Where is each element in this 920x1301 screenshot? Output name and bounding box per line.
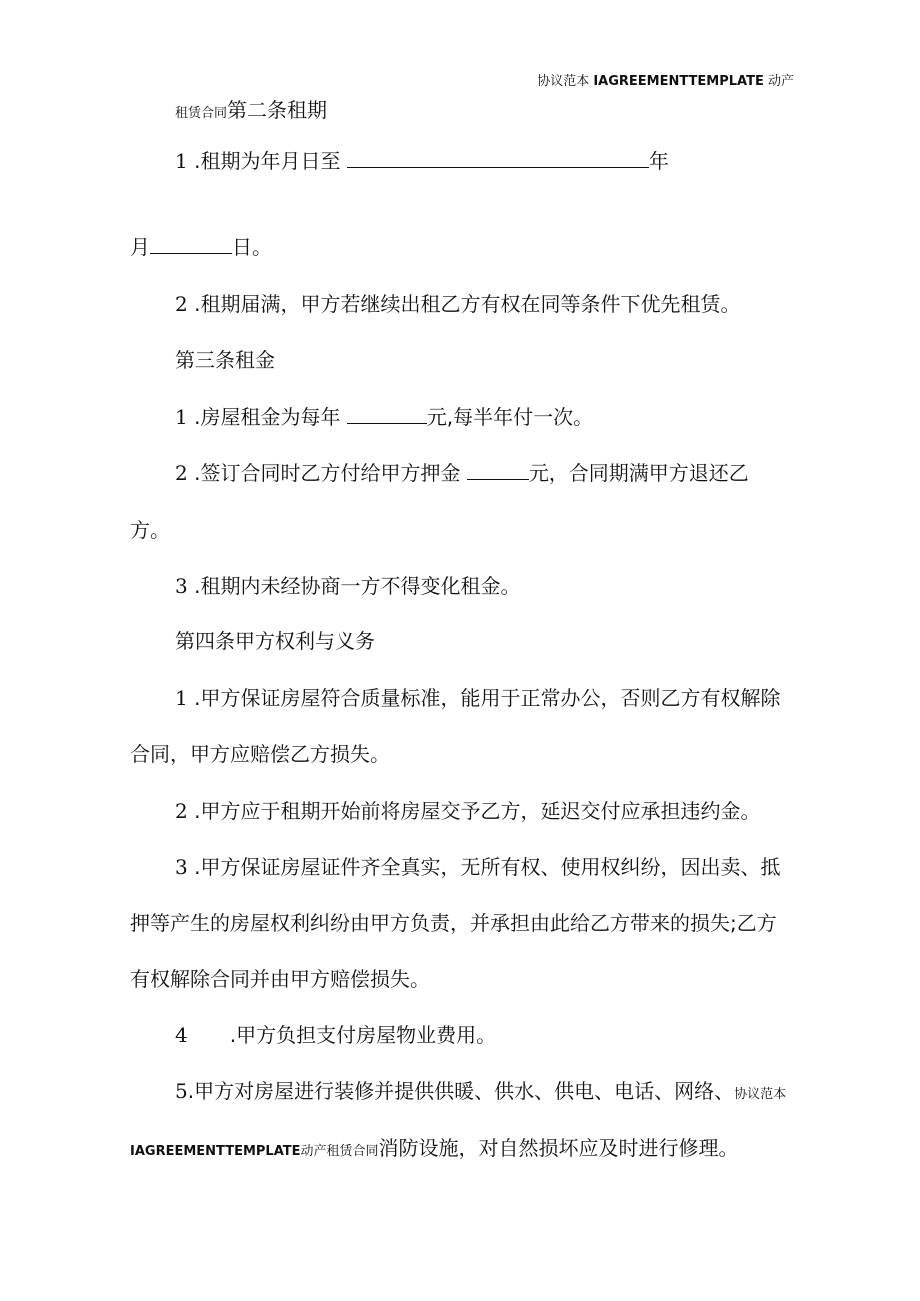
clause-2-2	[175, 290, 740, 318]
clause-text: 消防设施，对自然损坏应及时进行修理。	[378, 1136, 739, 1160]
clause-number: 5	[175, 1079, 188, 1103]
clause-text: 日。	[232, 235, 272, 259]
section-2-title-line	[175, 96, 327, 128]
clause-text: .甲方保证房屋符合质量标准，能用于正常办公，否则乙方有权解除	[194, 686, 781, 710]
clause-3-1	[175, 403, 593, 431]
header-continuation: 租赁合同	[175, 106, 228, 121]
header-cn: 协议范本	[734, 1087, 787, 1102]
header-cn-suffix: 动产	[767, 74, 794, 89]
clause-4-5-cont	[130, 1134, 739, 1166]
clause-2-1	[175, 147, 669, 175]
header-en: IAGREEMENTTEMPLATE	[593, 74, 764, 89]
header-cn: 协议范本	[537, 74, 590, 89]
clause-4-5	[175, 1077, 786, 1109]
clause-4-2	[175, 797, 760, 825]
clause-text: .租期内未经协商一方不得变化租金。	[194, 574, 521, 598]
section-2-title: 第二条租期	[227, 98, 328, 122]
clause-number: 2	[175, 292, 188, 316]
clause-3-2-cont: 方。	[130, 518, 170, 542]
clause-number: 1	[175, 405, 188, 429]
clause-text: .租期届满，甲方若继续出租乙方有权在同等条件下优先租赁。	[194, 292, 741, 316]
blank-field	[467, 459, 529, 480]
clause-text: .签订合同时乙方付给甲方押金	[194, 461, 461, 485]
header-en: IAGREEMENTTEMPLATE	[130, 1144, 301, 1159]
clause-4-4	[175, 1021, 496, 1049]
clause-text: 元，合同期满甲方退还乙	[528, 461, 749, 485]
header-cn-suffix: 动产	[300, 1144, 327, 1159]
clause-4-3-cont2: 有权解除合同并由甲方赔偿损失。	[130, 967, 430, 991]
blank-field	[347, 403, 427, 424]
clause-number: 3	[175, 574, 188, 598]
clause-number: 2	[175, 799, 188, 823]
clause-number: 1	[175, 686, 188, 710]
header-continuation: 租赁合同	[326, 1144, 379, 1159]
clause-2-1-cont	[130, 233, 272, 261]
clause-number: 3	[175, 855, 188, 879]
clause-text: 年	[648, 149, 669, 173]
clause-text: 元,每半年付一次。	[426, 405, 594, 429]
clause-number: 2	[175, 461, 188, 485]
clause-3-2	[175, 459, 749, 487]
blank-field	[150, 233, 232, 254]
clause-number: 1	[175, 149, 188, 173]
clause-text: .甲方负担支付房屋物业费用。	[229, 1023, 497, 1047]
section-4-title: 第四条甲方权利与义务	[175, 629, 375, 653]
blank-field	[347, 147, 649, 168]
clause-4-3-cont: 押等产生的房屋权利纠纷由甲方负责，并承担由此给乙方带来的损失;乙方	[130, 911, 777, 935]
clause-4-3	[175, 853, 780, 881]
page-header	[537, 68, 794, 96]
section-3-title: 第三条租金	[175, 348, 275, 372]
clause-text: .甲方应于租期开始前将房屋交予乙方，延迟交付应承担违约金。	[194, 799, 761, 823]
clause-text: 月	[130, 235, 150, 259]
clause-number: 4	[175, 1023, 188, 1047]
clause-text: .甲方保证房屋证件齐全真实，无所有权、使用权纠纷，因出卖、抵	[194, 855, 781, 879]
clause-text: .租期为年月日至	[194, 149, 341, 173]
clause-4-1-cont: 合同，甲方应赔偿乙方损失。	[130, 742, 390, 766]
clause-text: .房屋租金为每年	[194, 405, 341, 429]
clause-text: .甲方对房屋进行装修并提供供暖、供水、供电、电话、网络、	[187, 1079, 735, 1103]
clause-4-1	[175, 684, 780, 712]
clause-3-3	[175, 572, 520, 600]
